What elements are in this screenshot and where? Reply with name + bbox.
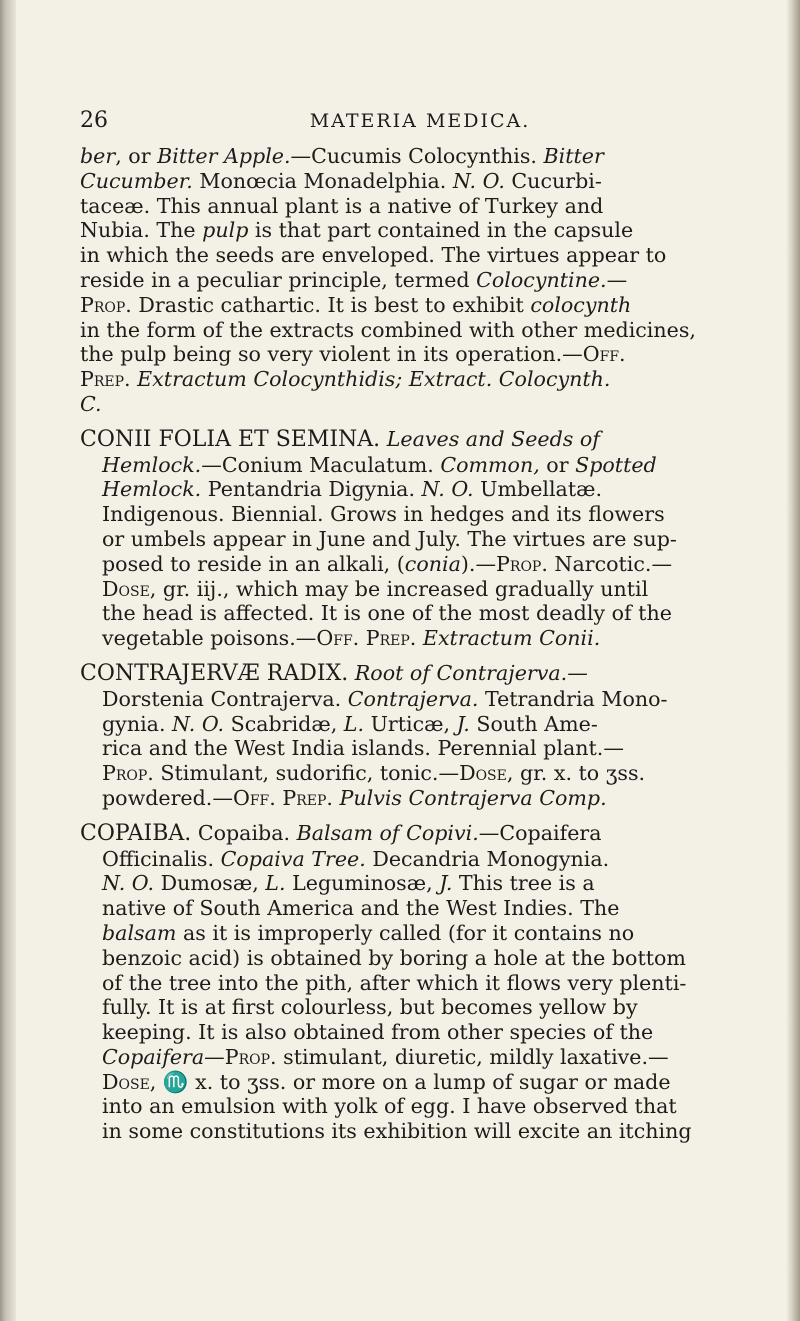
text-line [80, 821, 770, 847]
text-segment: rica and the West India islands. Perennial plant.— [102, 736, 624, 761]
text-line [80, 761, 770, 786]
text-line [80, 847, 770, 872]
text-segment: Decandria Monogynia. [365, 846, 610, 871]
text-segment: , or [115, 144, 158, 168]
text-line [80, 946, 770, 971]
text-segment: Pentandria Digynia. [201, 477, 422, 502]
text-segment: gynia. [102, 711, 173, 736]
text-segment: J. [456, 711, 470, 736]
text-segment: Copaifera [102, 1044, 205, 1069]
text-segment: L. [343, 711, 365, 736]
text-segment: Cucumber. [80, 168, 193, 193]
text-line [80, 218, 770, 243]
text-segment: pulp [202, 218, 249, 243]
text-line [80, 577, 770, 602]
text-segment: Contrajerva. [347, 686, 479, 711]
text-segment: Leguminosæ, [285, 871, 440, 896]
text-segment: Root of Contrajerva. [354, 660, 568, 685]
text-line [80, 786, 770, 811]
text-segment: South Ame- [469, 711, 598, 736]
text-segment: Hemlock. [102, 452, 202, 477]
text-segment: Bitter Apple. [157, 144, 291, 168]
text-segment: Copaiva Tree. [220, 846, 366, 871]
text-line [80, 995, 770, 1020]
text-segment: C. [80, 391, 102, 416]
text-segment: Copaiba. [191, 820, 297, 845]
text-line [80, 921, 770, 946]
text-segment: Hemlock. [102, 477, 202, 502]
text-segment: Off. Prep. [232, 785, 333, 810]
text-segment: Dose, [459, 761, 514, 786]
text-segment: Off. Prep. [316, 626, 417, 651]
text-segment: Prop. [496, 551, 548, 576]
text-segment: Umbellatæ. [473, 477, 603, 502]
text-line [80, 367, 770, 392]
text-segment: benzoic acid) is obtained by boring a hole at the bottom [102, 945, 686, 970]
text-segment: Cucurbi- [504, 168, 602, 193]
text-segment: vegetable poisons.— [102, 626, 317, 651]
text-line [80, 194, 770, 219]
text-segment: Stimulant, sudorific, tonic.— [153, 761, 460, 786]
text-segment: Extractum Colocynthidis; Extract. Colocynth. [137, 367, 611, 392]
text-segment: —Cucumis Colocynthis. [290, 144, 544, 168]
text-segment: Tetrandria Mono- [478, 686, 668, 711]
entry-colocynth-continued [80, 144, 770, 417]
text-segment: Pulvis Contrajerva Comp. [339, 785, 607, 810]
text-segment: conia [404, 551, 461, 576]
text-line [80, 268, 770, 293]
text-segment: — [567, 660, 588, 685]
text-segment: Dose, [102, 576, 157, 601]
text-line [80, 293, 770, 318]
text-segment: N. O. [102, 871, 155, 896]
text-segment: ♏ x. to ʒss. or more on a lump of sugar or made [156, 1069, 671, 1094]
text-segment: in which the seeds are enveloped. The virtues appear to [80, 243, 667, 268]
text-segment: Officinalis. [102, 846, 221, 871]
text-segment: Drastic cathartic. It is best to exhibit [131, 292, 531, 317]
text-line [80, 687, 770, 712]
text-line [80, 318, 770, 343]
text-segment: This tree is a [452, 871, 595, 896]
text-segment: Bitter [543, 144, 604, 168]
text-line [80, 896, 770, 921]
text-line [80, 712, 770, 737]
text-line [80, 502, 770, 527]
text-segment: posed to reside in an alkali, ( [102, 551, 405, 576]
entry-conii [80, 427, 770, 651]
text-segment: N. O. [172, 711, 225, 736]
text-segment: Dose, [102, 1069, 157, 1094]
entry-heading: CONII FOLIA ET SEMINA. [80, 426, 381, 452]
text-segment: ).— [460, 551, 497, 576]
text-segment: Leaves and Seeds of [386, 426, 600, 451]
text-line [80, 971, 770, 996]
text-segment: ber [80, 144, 116, 168]
text-segment: N. O. [452, 168, 505, 193]
text-segment: the pulp being so very violent in its operation.— [80, 342, 583, 367]
text-segment: gr. iij., which may be increased gradually until [156, 576, 649, 601]
text-segment: gr. x. to ʒss. [513, 761, 646, 786]
entry-heading: CONTRAJERVÆ RADIX. [80, 660, 349, 686]
page-number: 26 [80, 108, 108, 133]
entry-contrajerva [80, 661, 770, 811]
text-segment: Scabridæ, [224, 711, 344, 736]
text-segment: reside in a peculiar principle, termed [80, 267, 477, 292]
text-segment: — [204, 1044, 225, 1069]
text-line [80, 1045, 770, 1070]
text-segment: Spotted [575, 452, 657, 477]
text-segment: Dorstenia Contrajerva. [102, 686, 348, 711]
text-line [80, 169, 770, 194]
text-segment: Narcotic.— [547, 551, 673, 576]
text-segment: colocynth [530, 292, 632, 317]
text-segment: into an emulsion with yolk of egg. I have observed that [102, 1094, 677, 1119]
text-line [80, 1119, 770, 1144]
text-segment: stimulant, diuretic, mildly laxative.— [276, 1044, 669, 1069]
text-line [80, 736, 770, 761]
text-line [80, 427, 770, 453]
text-segment: —Conium Maculatum. [201, 452, 441, 477]
text-line [80, 626, 770, 651]
text-line [80, 453, 770, 478]
text-line [80, 601, 770, 626]
text-segment: Dumosæ, [154, 871, 266, 896]
text-line [80, 342, 770, 367]
text-segment: in some constitutions its exhibition will excite an itching [102, 1119, 692, 1144]
text-segment: keeping. It is also obtained from other species of the [102, 1020, 654, 1045]
body-text [80, 144, 770, 1144]
text-segment: as it is improperly called (for it contains no [176, 920, 635, 945]
text-line [80, 661, 770, 687]
text-segment: balsam [102, 920, 177, 945]
text-line [80, 1070, 770, 1095]
text-segment: — [606, 267, 628, 292]
text-segment: Prop. [224, 1044, 277, 1069]
header-title: MATERIA MEDICA. [309, 110, 531, 132]
text-segment: powdered.— [102, 785, 233, 810]
text-segment: native of South America and the West Indies. The [102, 896, 620, 921]
text-segment: —Copaifera [478, 820, 602, 845]
text-line [80, 477, 770, 502]
text-segment: N. O. [421, 477, 474, 502]
text-line [80, 552, 770, 577]
text-line [80, 144, 770, 169]
text-segment: J. [439, 871, 453, 896]
text-line [80, 1020, 770, 1045]
text-segment: L. [265, 871, 286, 896]
text-segment: or umbels appear in June and July. The virtues are sup- [102, 526, 677, 551]
entry-heading: COPAIBA. [80, 820, 192, 846]
page-edge-shadow [0, 0, 16, 1321]
text-line [80, 1094, 770, 1119]
text-line [80, 243, 770, 268]
entry-copaiba [80, 821, 770, 1144]
text-segment: Prop. [102, 761, 154, 786]
text-segment: the head is affected. It is one of the most deadly of the [102, 601, 672, 626]
text-segment: fully. It is at first colourless, but becomes yellow by [102, 995, 638, 1020]
text-segment: Urticæ, [364, 711, 457, 736]
text-segment: in the form of the extracts combined with other medicines, [80, 317, 696, 342]
text-segment: or [539, 452, 576, 477]
page-edge-right [786, 0, 800, 1321]
text-segment: Indigenous. Biennial. Grows in hedges and its flowers [102, 502, 665, 527]
text-segment: Extractum Conii. [422, 626, 601, 651]
text-segment: Nubia. The [80, 218, 203, 243]
text-segment: Monœcia Monadelphia. [192, 168, 453, 193]
text-segment: taceæ. This annual plant is a native of Turkey and [80, 193, 604, 218]
text-segment: is that part contained in the capsule [248, 218, 634, 243]
running-head [80, 108, 760, 132]
text-segment: Prep. [80, 367, 131, 392]
text-line [80, 392, 770, 417]
text-segment: Common, [440, 452, 540, 477]
text-segment: Off. [582, 342, 626, 367]
text-segment: Balsam of Copivi. [296, 820, 479, 845]
text-segment: Colocyntine. [476, 267, 607, 292]
text-line [80, 871, 770, 896]
text-segment: of the tree into the pith, after which it flows very plenti- [102, 970, 687, 995]
text-segment: Prop. [80, 292, 132, 317]
text-line [80, 527, 770, 552]
